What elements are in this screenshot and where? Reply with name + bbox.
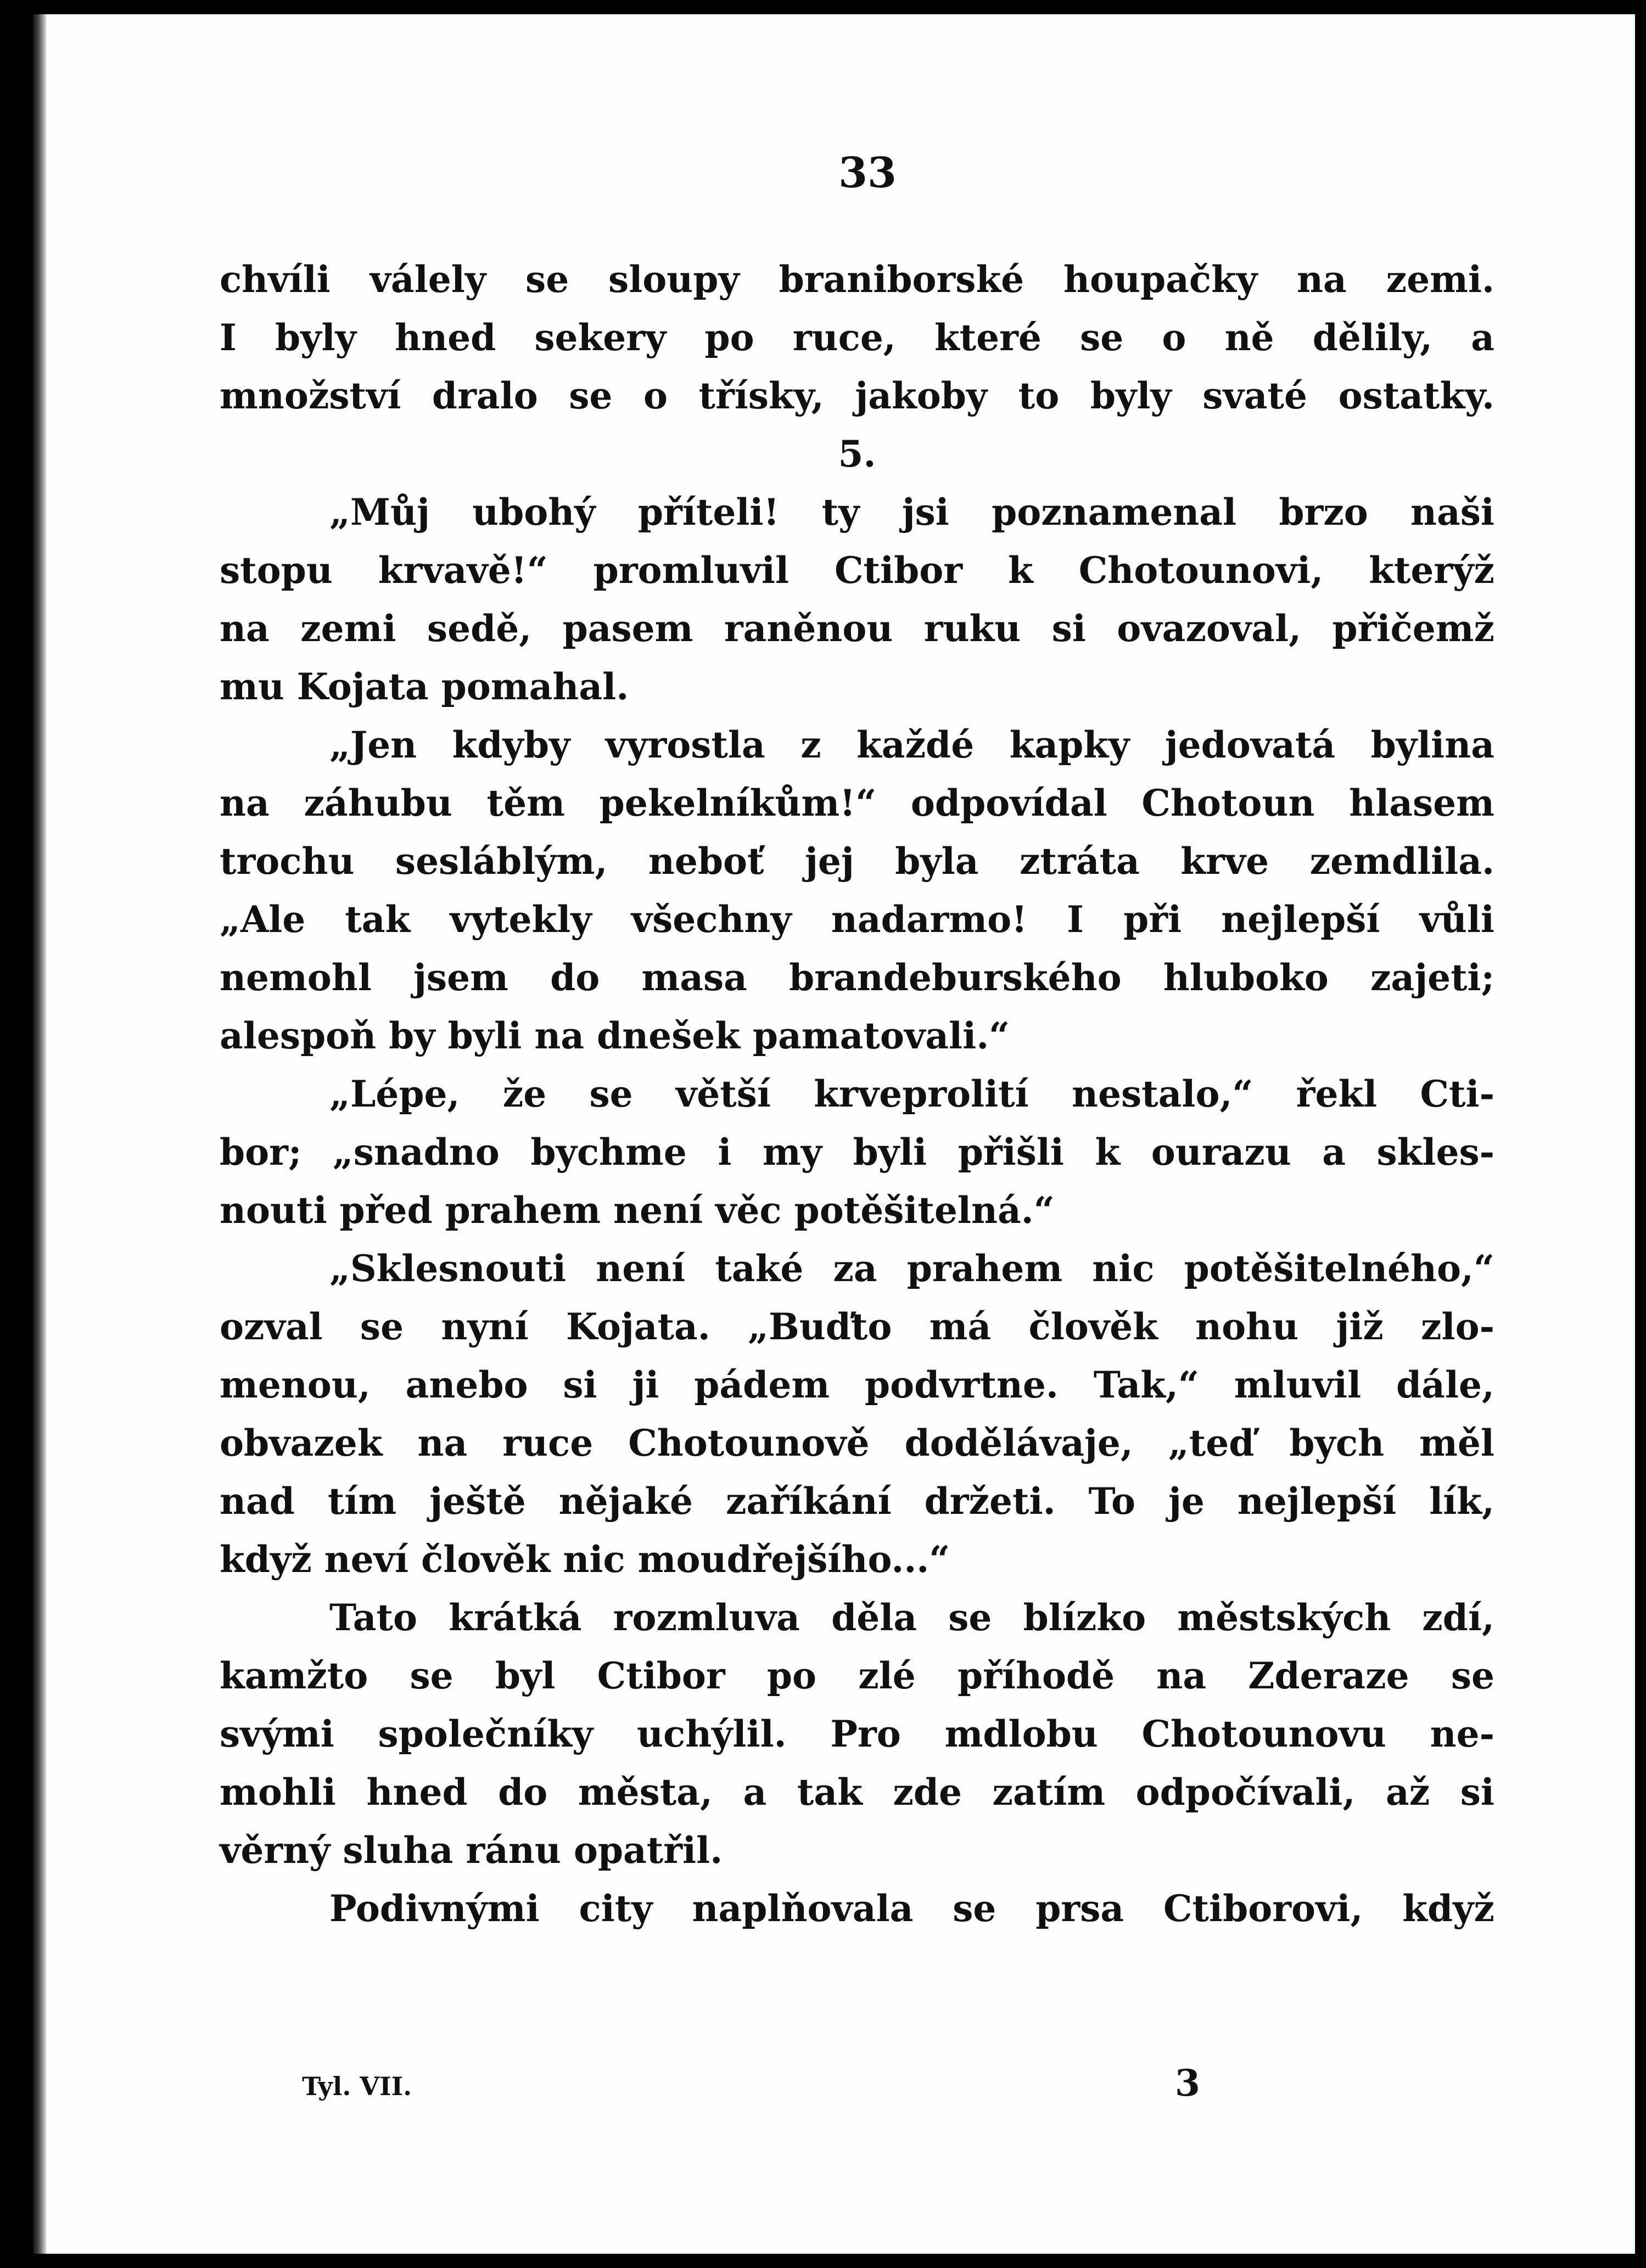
- text-line: „Sklesnouti není také za prahem nic potěšitelného,“: [329, 1247, 1494, 1290]
- text-line: „Jen kdyby vyrostla z každé kapky jedovatá bylina: [329, 723, 1494, 766]
- text-line: svými společníky uchýlil. Pro mdlobu Chotounovu ne-: [220, 1713, 1494, 1755]
- text-line: když neví člověk nic moudřejšího...“: [220, 1538, 950, 1581]
- text-line: na zemi sedě, pasem raněnou ruku si ovazoval, přičemž: [220, 607, 1494, 650]
- text-line: alespoň by byli na dnešek pamatovali.“: [220, 1014, 1010, 1057]
- text-line: Tato krátká rozmluva děla se blízko městských zdí,: [329, 1596, 1494, 1639]
- text-line: stopu krvavě!“ promluvil Ctibor k Chotounovi, kterýž: [220, 549, 1494, 592]
- page-footer: [220, 2062, 1494, 2106]
- footer-sheet-number: 3: [1175, 2062, 1200, 2104]
- text-line: nemohl jsem do masa brandeburského hluboko zajeti;: [220, 956, 1494, 999]
- footer-signature: Tyl. VII.: [302, 2071, 412, 2101]
- text-line: Podivnými city naplňovala se prsa Ctiborovi, když: [329, 1887, 1494, 1930]
- text-line: nouti před prahem není věc potěšitelná.“: [220, 1189, 1055, 1232]
- body-text: [220, 250, 1494, 1938]
- text-line: množství dralo se o třísky, jakoby to byly svaté ostatky.: [220, 374, 1494, 417]
- chapter-number: 5.: [838, 433, 876, 475]
- text-line: kamžto se byl Ctibor po zlé příhodě na Zderaze se: [220, 1654, 1494, 1697]
- text-line: I byly hned sekery po ruce, které se o ně dělily, a: [220, 316, 1494, 359]
- text-line: mu Kojata pomahal.: [220, 665, 629, 708]
- text-line: nad tím ještě nějaké zaříkání držeti. To je nejlepší lík,: [220, 1480, 1494, 1523]
- text-line: obvazek na ruce Chotounově dodělávaje, „teď bych měl: [220, 1422, 1494, 1464]
- text-line: „Ale tak vytekly všechny nadarmo! I při nejlepší vůli: [220, 898, 1494, 941]
- page-number: 33: [838, 148, 897, 197]
- text-line: mohli hned do města, a tak zde zatím odpočívali, až si: [220, 1771, 1494, 1814]
- book-page: [33, 14, 1635, 2254]
- text-line: „Můj ubohý příteli! ty jsi poznamenal brzo naši: [329, 491, 1494, 534]
- text-line: na záhubu těm pekelníkům!“ odpovídal Chotoun hlasem: [220, 782, 1494, 824]
- text-line: chvíli válely se sloupy braniborské houpačky na zemi.: [220, 258, 1494, 301]
- text-line: menou, anebo si ji pádem podvrtne. Tak,“ mluvil dále,: [220, 1363, 1494, 1406]
- text-line: bor; „snadno bychme i my byli přišli k ourazu a skles-: [220, 1131, 1494, 1174]
- page-edge-shadow: [33, 14, 46, 2254]
- text-line: věrný sluha ránu opatřil.: [220, 1829, 723, 1872]
- text-line: ozval se nyní Kojata. „Buďto má člověk nohu již zlo-: [220, 1305, 1494, 1348]
- text-line: trochu sesláblým, neboť jej byla ztráta krve zemdlila.: [220, 840, 1494, 883]
- text-line: „Lépe, že se větší krveprolití nestalo,“ řekl Cti-: [329, 1073, 1494, 1115]
